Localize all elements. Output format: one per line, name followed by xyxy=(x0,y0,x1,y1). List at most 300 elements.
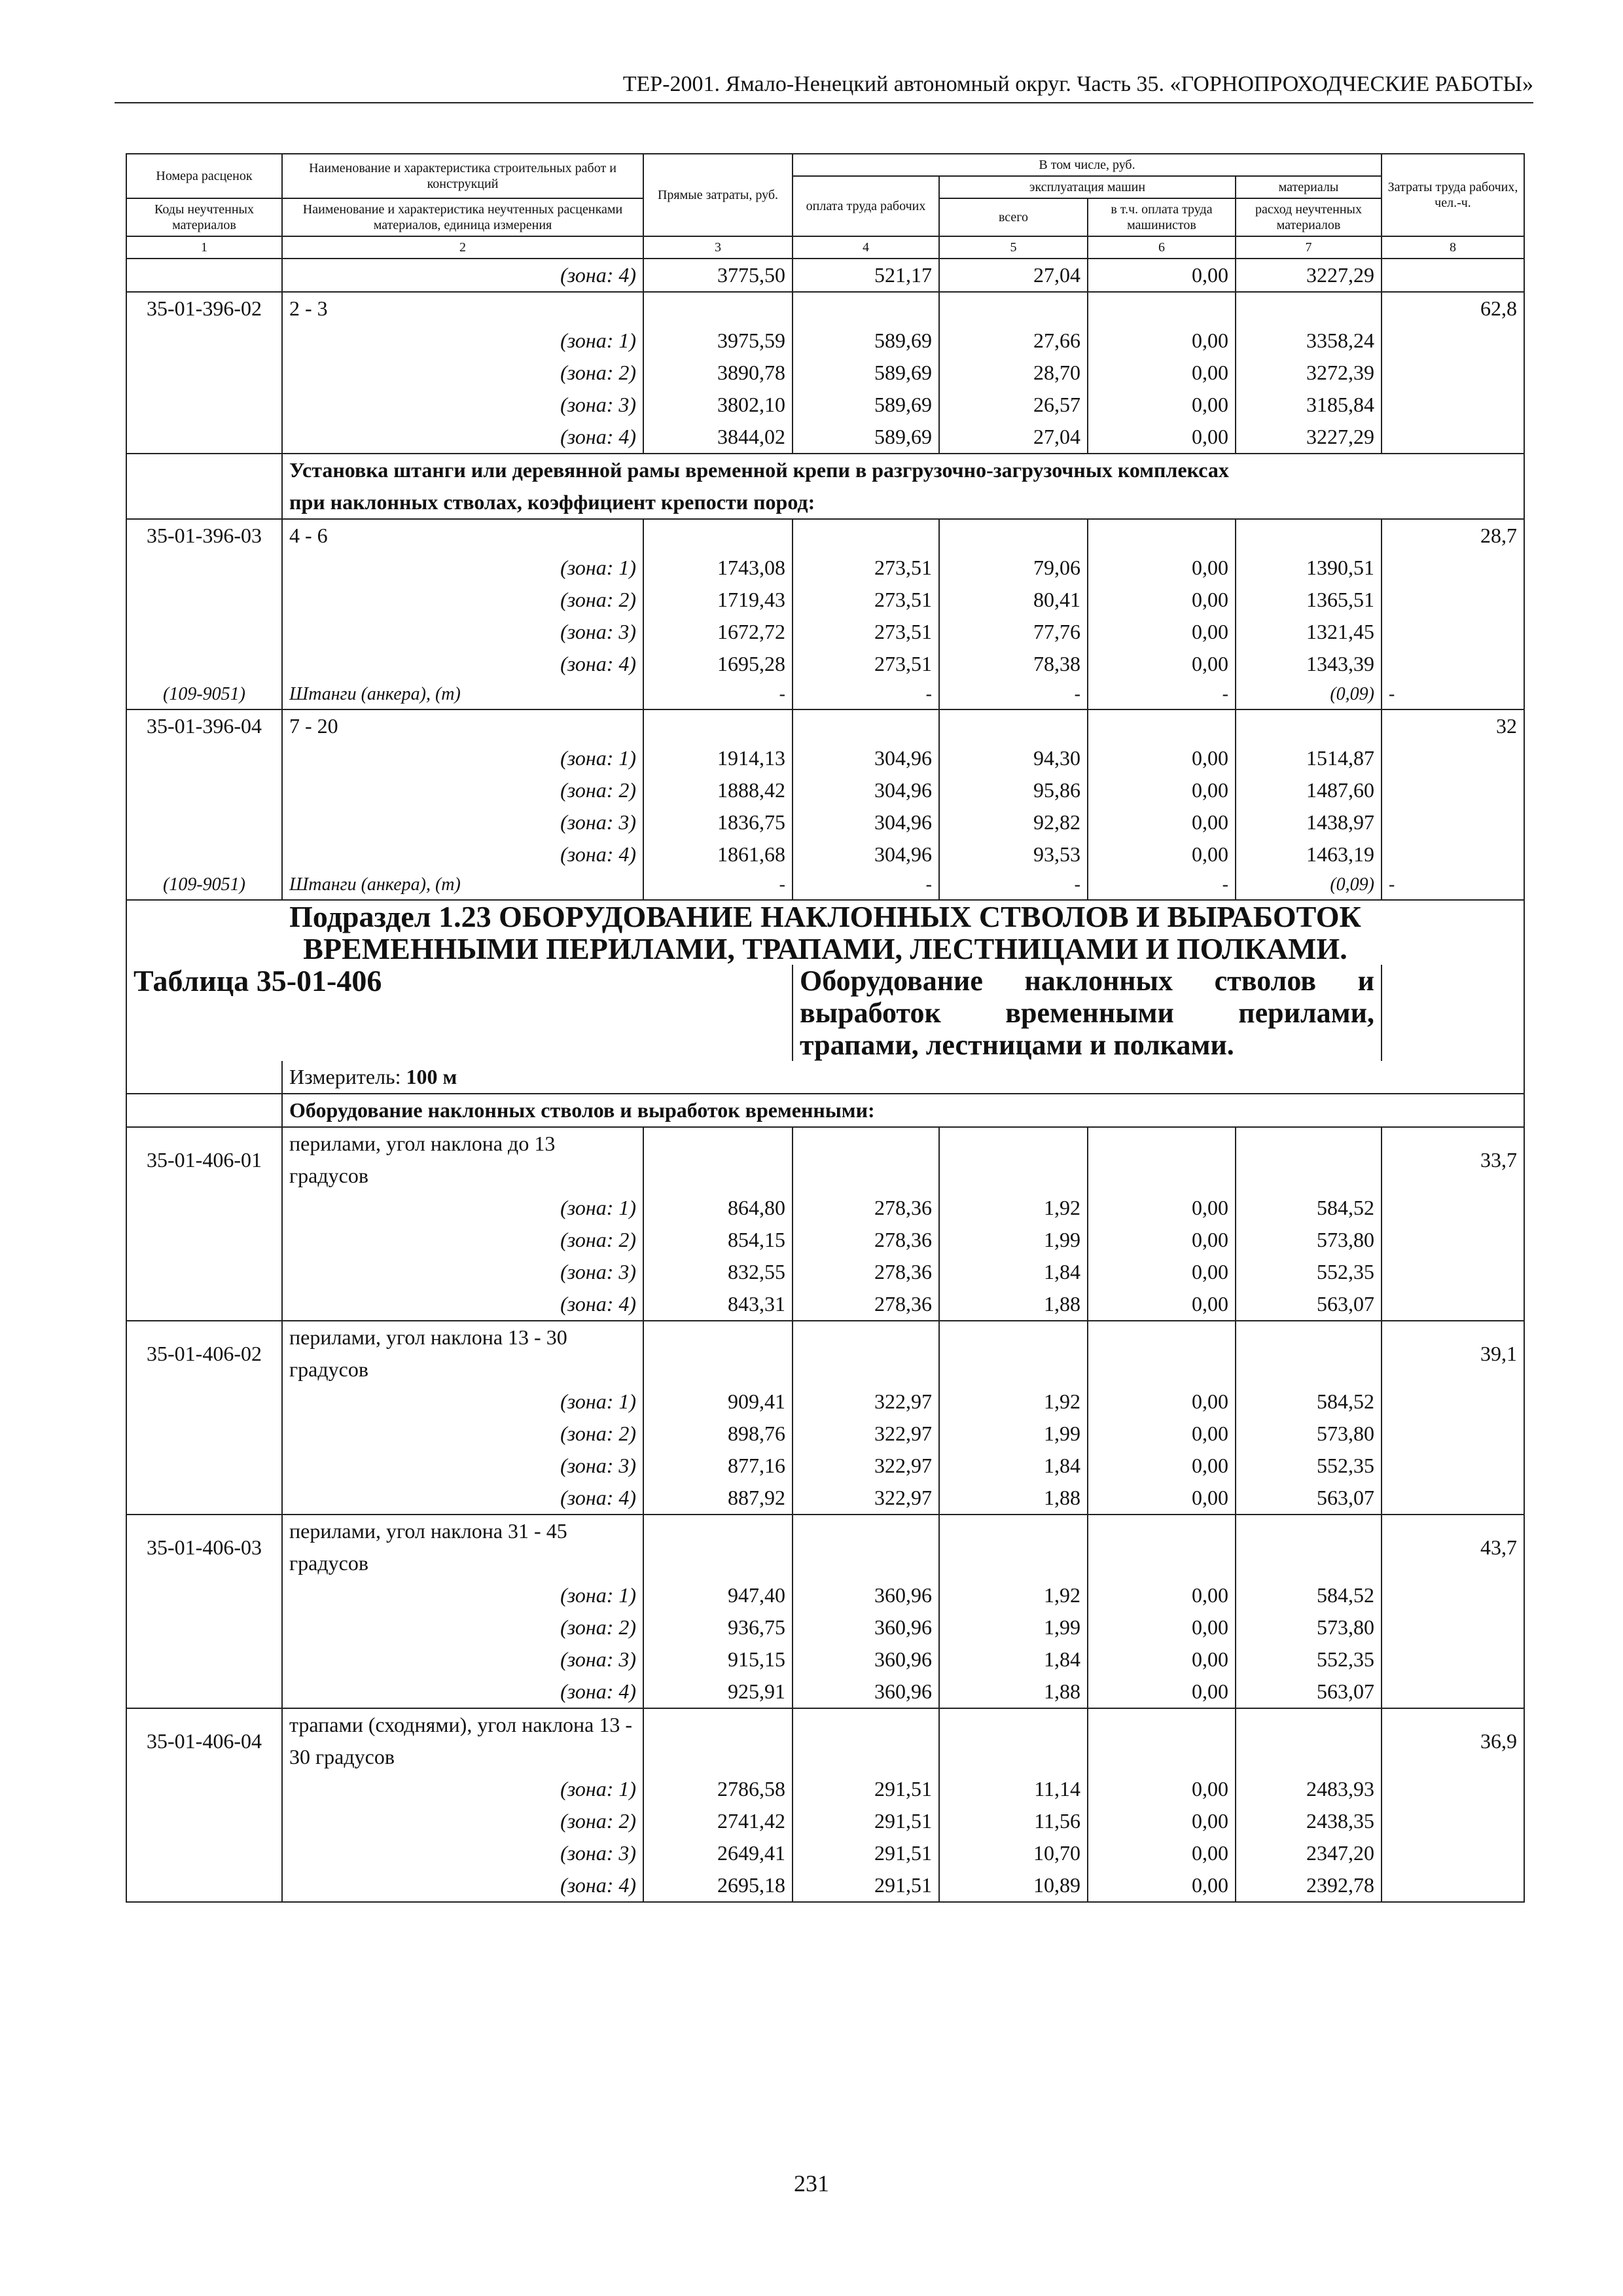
code-cell xyxy=(126,259,282,292)
zone-label: (зона: 2) xyxy=(282,1805,643,1837)
labor-value: 36,9 xyxy=(1382,1708,1524,1773)
rate-code: 35-01-396-02 xyxy=(126,292,282,325)
price-table xyxy=(126,153,1525,1903)
code-cell xyxy=(126,1192,282,1224)
operator-wages-value: 0,00 xyxy=(1088,584,1236,616)
wages-value: 360,96 xyxy=(793,1579,939,1611)
wages-value: 322,97 xyxy=(793,1418,939,1450)
materials-value: 1438,97 xyxy=(1236,806,1382,838)
materials-value: 3358,24 xyxy=(1236,325,1382,357)
measure xyxy=(282,1061,1524,1094)
operator-wages-value: 0,00 xyxy=(1088,1418,1236,1450)
rate-row xyxy=(126,1321,1524,1386)
operator-wages-value: 0,00 xyxy=(1088,774,1236,806)
group-heading xyxy=(282,454,1524,519)
operator-wages-value: 0,00 xyxy=(1088,325,1236,357)
empty-cell xyxy=(643,1708,793,1773)
machines-total-value: 92,82 xyxy=(939,806,1088,838)
direct-costs-value: 864,80 xyxy=(643,1192,793,1224)
labor-value: 32 xyxy=(1382,709,1524,742)
material-value: - xyxy=(793,870,939,900)
material-value: - xyxy=(793,680,939,709)
direct-costs-value: 1719,43 xyxy=(643,584,793,616)
labor-cell xyxy=(1382,1643,1524,1676)
machines-total-value: 80,41 xyxy=(939,584,1088,616)
header-material-codes: Коды неучтенных материалов xyxy=(126,198,282,236)
zone-row xyxy=(126,838,1524,870)
rate-code: 35-01-406-01 xyxy=(126,1127,282,1192)
machines-total-value: 1,84 xyxy=(939,1450,1088,1482)
materials-value: 2392,78 xyxy=(1236,1869,1382,1902)
material-labor: - xyxy=(1382,680,1524,709)
direct-costs-value: 898,76 xyxy=(643,1418,793,1450)
wages-value: 291,51 xyxy=(793,1837,939,1869)
operator-wages-value: 0,00 xyxy=(1088,552,1236,584)
zone-label: (зона: 1) xyxy=(282,1192,643,1224)
zone-label: (зона: 1) xyxy=(282,325,643,357)
zone-label: (зона: 4) xyxy=(282,1676,643,1708)
empty-cell xyxy=(939,292,1088,325)
machines-total-value: 1,84 xyxy=(939,1643,1088,1676)
labor-cell xyxy=(1382,1386,1524,1418)
zone-row xyxy=(126,1450,1524,1482)
material-labor: - xyxy=(1382,870,1524,900)
zone-label: (зона: 2) xyxy=(282,1418,643,1450)
direct-costs-value: 936,75 xyxy=(643,1611,793,1643)
materials-value: 1365,51 xyxy=(1236,584,1382,616)
labor-cell xyxy=(1382,1805,1524,1837)
section-title-line-2: ВРЕМЕННЫМИ ПЕРИЛАМИ, ТРАПАМИ, ЛЕСТНИЦАМИ И ПОЛКАМИ. xyxy=(303,932,1347,965)
wages-value: 589,69 xyxy=(793,357,939,389)
zone-label: (зона: 1) xyxy=(282,1386,643,1418)
wages-value: 360,96 xyxy=(793,1611,939,1643)
measure-row xyxy=(126,1061,1524,1094)
labor-cell xyxy=(1382,1192,1524,1224)
direct-costs-value: 854,15 xyxy=(643,1224,793,1256)
header-operator-wages: в т.ч. оплата труда машинистов xyxy=(1088,198,1236,236)
operator-wages-value: 0,00 xyxy=(1088,1256,1236,1288)
direct-costs-value: 832,55 xyxy=(643,1256,793,1288)
code-cell xyxy=(126,648,282,680)
zone-label: (зона: 4) xyxy=(282,1288,643,1321)
zone-label: (зона: 2) xyxy=(282,357,643,389)
operator-wages-value: 0,00 xyxy=(1088,1192,1236,1224)
zone-row xyxy=(126,1611,1524,1643)
operator-wages-value: 0,00 xyxy=(1088,357,1236,389)
direct-costs-value: 843,31 xyxy=(643,1288,793,1321)
material-code: (109-9051) xyxy=(126,680,282,709)
empty-cell xyxy=(1088,519,1236,552)
direct-costs-value: 1695,28 xyxy=(643,648,793,680)
column-number: 2 xyxy=(282,236,643,259)
empty-cell xyxy=(793,709,939,742)
materials-value: 563,07 xyxy=(1236,1676,1382,1708)
labor-cell xyxy=(1382,838,1524,870)
zone-row xyxy=(126,1386,1524,1418)
machines-total-value: 27,04 xyxy=(939,259,1088,292)
direct-costs-value: 1914,13 xyxy=(643,742,793,774)
direct-costs-value: 887,92 xyxy=(643,1482,793,1515)
section-title-line-1: Подраздел 1.23 ОБОРУДОВАНИЕ НАКЛОННЫХ СТВОЛОВ И ВЫРАБОТОК xyxy=(289,900,1361,933)
header-unaccounted-materials: расход неучтенных материалов xyxy=(1236,198,1382,236)
wages-value: 304,96 xyxy=(793,742,939,774)
rate-row xyxy=(126,1708,1524,1773)
direct-costs-value: 2649,41 xyxy=(643,1837,793,1869)
zone-label: (зона: 3) xyxy=(282,1256,643,1288)
code-cell xyxy=(126,1061,282,1094)
zone-row xyxy=(126,1288,1524,1321)
materials-value: 2483,93 xyxy=(1236,1773,1382,1805)
materials-value: 3227,29 xyxy=(1236,421,1382,454)
labor-value: 28,7 xyxy=(1382,519,1524,552)
empty-cell xyxy=(1088,292,1236,325)
operator-wages-value: 0,00 xyxy=(1088,742,1236,774)
empty-cell xyxy=(939,1127,1088,1192)
direct-costs-value: 877,16 xyxy=(643,1450,793,1482)
labor-cell xyxy=(1382,774,1524,806)
machines-total-value: 27,04 xyxy=(939,421,1088,454)
zone-row xyxy=(126,1192,1524,1224)
direct-costs-value: 3975,59 xyxy=(643,325,793,357)
operator-wages-value: 0,00 xyxy=(1088,1450,1236,1482)
group-heading-row xyxy=(126,1094,1524,1127)
labor-value: 39,1 xyxy=(1382,1321,1524,1386)
machines-total-value: 79,06 xyxy=(939,552,1088,584)
materials-value: 1390,51 xyxy=(1236,552,1382,584)
direct-costs-value: 3802,10 xyxy=(643,389,793,421)
labor-cell xyxy=(1382,1288,1524,1321)
rate-name: 4 - 6 xyxy=(282,519,643,552)
labor-cell xyxy=(1382,1676,1524,1708)
labor-cell xyxy=(1382,806,1524,838)
code-cell xyxy=(126,552,282,584)
operator-wages-value: 0,00 xyxy=(1088,1482,1236,1515)
machines-total-value: 95,86 xyxy=(939,774,1088,806)
operator-wages-value: 0,00 xyxy=(1088,1676,1236,1708)
table-heading-row xyxy=(126,965,1524,1061)
labor-cell xyxy=(1382,1256,1524,1288)
operator-wages-value: 0,00 xyxy=(1088,616,1236,648)
wages-value: 589,69 xyxy=(793,325,939,357)
zone-row xyxy=(126,1579,1524,1611)
wages-value: 278,36 xyxy=(793,1224,939,1256)
wages-value: 589,69 xyxy=(793,389,939,421)
wages-value: 291,51 xyxy=(793,1773,939,1805)
column-number: 7 xyxy=(1236,236,1382,259)
header-machines: эксплуатация машин xyxy=(939,176,1236,198)
code-cell xyxy=(126,1611,282,1643)
wages-value: 521,17 xyxy=(793,259,939,292)
labor-cell xyxy=(1382,389,1524,421)
material-row xyxy=(126,680,1524,709)
zone-label: (зона: 4) xyxy=(282,1869,643,1902)
material-value: (0,09) xyxy=(1236,680,1382,709)
code-cell xyxy=(126,1482,282,1515)
operator-wages-value: 0,00 xyxy=(1088,806,1236,838)
labor-cell xyxy=(1382,1482,1524,1515)
labor-cell xyxy=(1382,1450,1524,1482)
rate-name: 2 - 3 xyxy=(282,292,643,325)
direct-costs-value: 1861,68 xyxy=(643,838,793,870)
machines-total-value: 26,57 xyxy=(939,389,1088,421)
direct-costs-value: 3890,78 xyxy=(643,357,793,389)
material-value: - xyxy=(643,680,793,709)
code-cell xyxy=(126,774,282,806)
machines-total-value: 1,99 xyxy=(939,1418,1088,1450)
materials-value: 1321,45 xyxy=(1236,616,1382,648)
materials-value: 563,07 xyxy=(1236,1288,1382,1321)
zone-row xyxy=(126,1224,1524,1256)
wages-value: 304,96 xyxy=(793,774,939,806)
operator-wages-value: 0,00 xyxy=(1088,389,1236,421)
table-number: Таблица 35-01-406 xyxy=(126,965,793,1061)
empty-cell xyxy=(643,709,793,742)
materials-value: 2438,35 xyxy=(1236,1805,1382,1837)
materials-value: 584,52 xyxy=(1236,1386,1382,1418)
labor-cell xyxy=(1382,1773,1524,1805)
code-cell xyxy=(126,1418,282,1450)
machines-total-value: 10,70 xyxy=(939,1837,1088,1869)
zone-row xyxy=(126,616,1524,648)
empty-cell xyxy=(1088,709,1236,742)
operator-wages-value: 0,00 xyxy=(1088,1837,1236,1869)
measure-value: 100 м xyxy=(406,1065,457,1088)
group-heading-line-2: при наклонных стволах, коэффициент крепости пород: xyxy=(289,490,815,514)
zone-label: (зона: 4) xyxy=(282,1482,643,1515)
material-value: - xyxy=(939,680,1088,709)
wages-value: 278,36 xyxy=(793,1256,939,1288)
materials-value: 563,07 xyxy=(1236,1482,1382,1515)
page-number: 231 xyxy=(794,2170,829,2197)
materials-value: 3272,39 xyxy=(1236,357,1382,389)
code-cell xyxy=(126,1579,282,1611)
section-row xyxy=(126,900,1524,965)
empty-cell xyxy=(1236,1515,1382,1579)
rate-name: трапами (сходнями), угол наклона 13 - 30 градусов xyxy=(282,1708,643,1773)
empty-cell xyxy=(1236,709,1382,742)
labor-cell xyxy=(1382,616,1524,648)
direct-costs-value: 3775,50 xyxy=(643,259,793,292)
labor-cell xyxy=(1382,1579,1524,1611)
operator-wages-value: 0,00 xyxy=(1088,259,1236,292)
wages-value: 291,51 xyxy=(793,1805,939,1837)
materials-value: 1343,39 xyxy=(1236,648,1382,680)
empty-cell xyxy=(793,1321,939,1386)
zone-label: (зона: 2) xyxy=(282,1611,643,1643)
zone-label: (зона: 1) xyxy=(282,742,643,774)
labor-cell xyxy=(1382,742,1524,774)
wages-value: 273,51 xyxy=(793,552,939,584)
empty-cell xyxy=(793,292,939,325)
rate-row xyxy=(126,1515,1524,1579)
materials-value: 2347,20 xyxy=(1236,1837,1382,1869)
labor-cell xyxy=(1382,421,1524,454)
zone-row xyxy=(126,1482,1524,1515)
empty-cell xyxy=(1236,1127,1382,1192)
zone-row xyxy=(126,584,1524,616)
labor-cell xyxy=(1382,1837,1524,1869)
material-value: - xyxy=(939,870,1088,900)
direct-costs-value: 1743,08 xyxy=(643,552,793,584)
direct-costs-value: 947,40 xyxy=(643,1579,793,1611)
zone-row xyxy=(126,806,1524,838)
code-cell xyxy=(126,584,282,616)
rate-name: перилами, угол наклона 31 - 45 градусов xyxy=(282,1515,643,1579)
wages-value: 322,97 xyxy=(793,1450,939,1482)
materials-value: 552,35 xyxy=(1236,1450,1382,1482)
code-cell xyxy=(126,421,282,454)
wages-value: 589,69 xyxy=(793,421,939,454)
code-cell xyxy=(126,1643,282,1676)
zone-row xyxy=(126,552,1524,584)
machines-total-value: 1,92 xyxy=(939,1386,1088,1418)
labor-cell xyxy=(1382,1869,1524,1902)
empty-cell xyxy=(1088,1515,1236,1579)
machines-total-value: 77,76 xyxy=(939,616,1088,648)
code-cell xyxy=(126,1288,282,1321)
labor-cell xyxy=(1382,325,1524,357)
operator-wages-value: 0,00 xyxy=(1088,1773,1236,1805)
empty-cell xyxy=(1088,1127,1236,1192)
operator-wages-value: 0,00 xyxy=(1088,1224,1236,1256)
labor-cell xyxy=(1382,357,1524,389)
empty-cell xyxy=(1382,965,1524,1061)
material-name: Штанги (анкера), (т) xyxy=(282,870,643,900)
empty-cell xyxy=(1236,519,1382,552)
empty-cell xyxy=(939,1515,1088,1579)
direct-costs-value: 3844,02 xyxy=(643,421,793,454)
code-cell xyxy=(126,389,282,421)
wages-value: 273,51 xyxy=(793,584,939,616)
materials-value: 1463,19 xyxy=(1236,838,1382,870)
rate-code: 35-01-396-03 xyxy=(126,519,282,552)
zone-label: (зона: 1) xyxy=(282,1579,643,1611)
empty-cell xyxy=(793,1127,939,1192)
zone-label: (зона: 1) xyxy=(282,552,643,584)
zone-label: (зона: 3) xyxy=(282,1450,643,1482)
machines-total-value: 1,88 xyxy=(939,1676,1088,1708)
zone-row xyxy=(126,1773,1524,1805)
header-including: В том числе, руб. xyxy=(793,154,1382,176)
labor-cell xyxy=(1382,1611,1524,1643)
operator-wages-value: 0,00 xyxy=(1088,1805,1236,1837)
empty-cell xyxy=(793,519,939,552)
rate-row xyxy=(126,292,1524,325)
zone-label: (зона: 4) xyxy=(282,648,643,680)
zone-label: (зона: 4) xyxy=(282,421,643,454)
empty-cell xyxy=(643,519,793,552)
material-code: (109-9051) xyxy=(126,870,282,900)
group-heading-line-1: Установка штанги или деревянной рамы временной крепи в разгрузочно-загрузочных комплексах xyxy=(289,458,1229,482)
machines-total-value: 1,88 xyxy=(939,1482,1088,1515)
labor-cell xyxy=(1382,259,1524,292)
code-cell xyxy=(126,1869,282,1902)
empty-cell xyxy=(939,1708,1088,1773)
header-machines-total: всего xyxy=(939,198,1088,236)
materials-value: 552,35 xyxy=(1236,1256,1382,1288)
zone-row xyxy=(126,1418,1524,1450)
machines-total-value: 1,92 xyxy=(939,1579,1088,1611)
material-name: Штанги (анкера), (т) xyxy=(282,680,643,709)
direct-costs-value: 925,91 xyxy=(643,1676,793,1708)
materials-value: 1487,60 xyxy=(1236,774,1382,806)
measure-label: Измеритель: xyxy=(289,1065,401,1088)
operator-wages-value: 0,00 xyxy=(1088,648,1236,680)
machines-total-value: 1,88 xyxy=(939,1288,1088,1321)
machines-total-value: 10,89 xyxy=(939,1869,1088,1902)
labor-cell xyxy=(1382,1224,1524,1256)
direct-costs-value: 915,15 xyxy=(643,1643,793,1676)
zone-label: (зона: 3) xyxy=(282,389,643,421)
machines-total-value: 28,70 xyxy=(939,357,1088,389)
code-cell xyxy=(126,838,282,870)
empty-cell xyxy=(643,292,793,325)
empty-cell xyxy=(1236,1708,1382,1773)
zone-label: (зона: 2) xyxy=(282,584,643,616)
code-cell xyxy=(126,325,282,357)
materials-value: 573,80 xyxy=(1236,1224,1382,1256)
operator-wages-value: 0,00 xyxy=(1088,1611,1236,1643)
wages-value: 304,96 xyxy=(793,838,939,870)
wages-value: 291,51 xyxy=(793,1869,939,1902)
materials-value: 584,52 xyxy=(1236,1579,1382,1611)
machines-total-value: 1,99 xyxy=(939,1611,1088,1643)
labor-cell xyxy=(1382,584,1524,616)
machines-total-value: 27,66 xyxy=(939,325,1088,357)
wages-value: 273,51 xyxy=(793,616,939,648)
code-cell xyxy=(126,1837,282,1869)
materials-value: 1514,87 xyxy=(1236,742,1382,774)
empty-cell xyxy=(1088,1321,1236,1386)
column-number: 4 xyxy=(793,236,939,259)
group-heading: Оборудование наклонных стволов и выработок временными: xyxy=(282,1094,1524,1127)
machines-total-value: 93,53 xyxy=(939,838,1088,870)
rate-row xyxy=(126,519,1524,552)
section-title xyxy=(126,900,1524,965)
operator-wages-value: 0,00 xyxy=(1088,838,1236,870)
materials-value: 584,52 xyxy=(1236,1192,1382,1224)
labor-value: 33,7 xyxy=(1382,1127,1524,1192)
code-cell xyxy=(126,454,282,519)
empty-cell xyxy=(643,1127,793,1192)
materials-value: 3185,84 xyxy=(1236,389,1382,421)
machines-total-value: 1,99 xyxy=(939,1224,1088,1256)
labor-cell xyxy=(1382,648,1524,680)
table-title: Оборудование наклонных стволов и выработок временными перилами, трапами, лестницами и полками. xyxy=(793,965,1382,1061)
materials-value: 573,80 xyxy=(1236,1611,1382,1643)
zone-label: (зона: 4) xyxy=(282,259,643,292)
column-number: 1 xyxy=(126,236,282,259)
zone-row xyxy=(126,1805,1524,1837)
zone-row xyxy=(126,421,1524,454)
wages-value: 360,96 xyxy=(793,1643,939,1676)
wages-value: 278,36 xyxy=(793,1288,939,1321)
operator-wages-value: 0,00 xyxy=(1088,1869,1236,1902)
code-cell xyxy=(126,357,282,389)
empty-cell xyxy=(793,1708,939,1773)
rate-name: перилами, угол наклона до 13 градусов xyxy=(282,1127,643,1192)
labor-cell xyxy=(1382,1418,1524,1450)
operator-wages-value: 0,00 xyxy=(1088,1288,1236,1321)
operator-wages-value: 0,00 xyxy=(1088,1579,1236,1611)
rate-code: 35-01-406-04 xyxy=(126,1708,282,1773)
machines-total-value: 1,92 xyxy=(939,1192,1088,1224)
empty-cell xyxy=(1236,1321,1382,1386)
zone-row xyxy=(126,1676,1524,1708)
zone-row xyxy=(126,389,1524,421)
rate-name: перилами, угол наклона 13 - 30 градусов xyxy=(282,1321,643,1386)
zone-row xyxy=(126,648,1524,680)
